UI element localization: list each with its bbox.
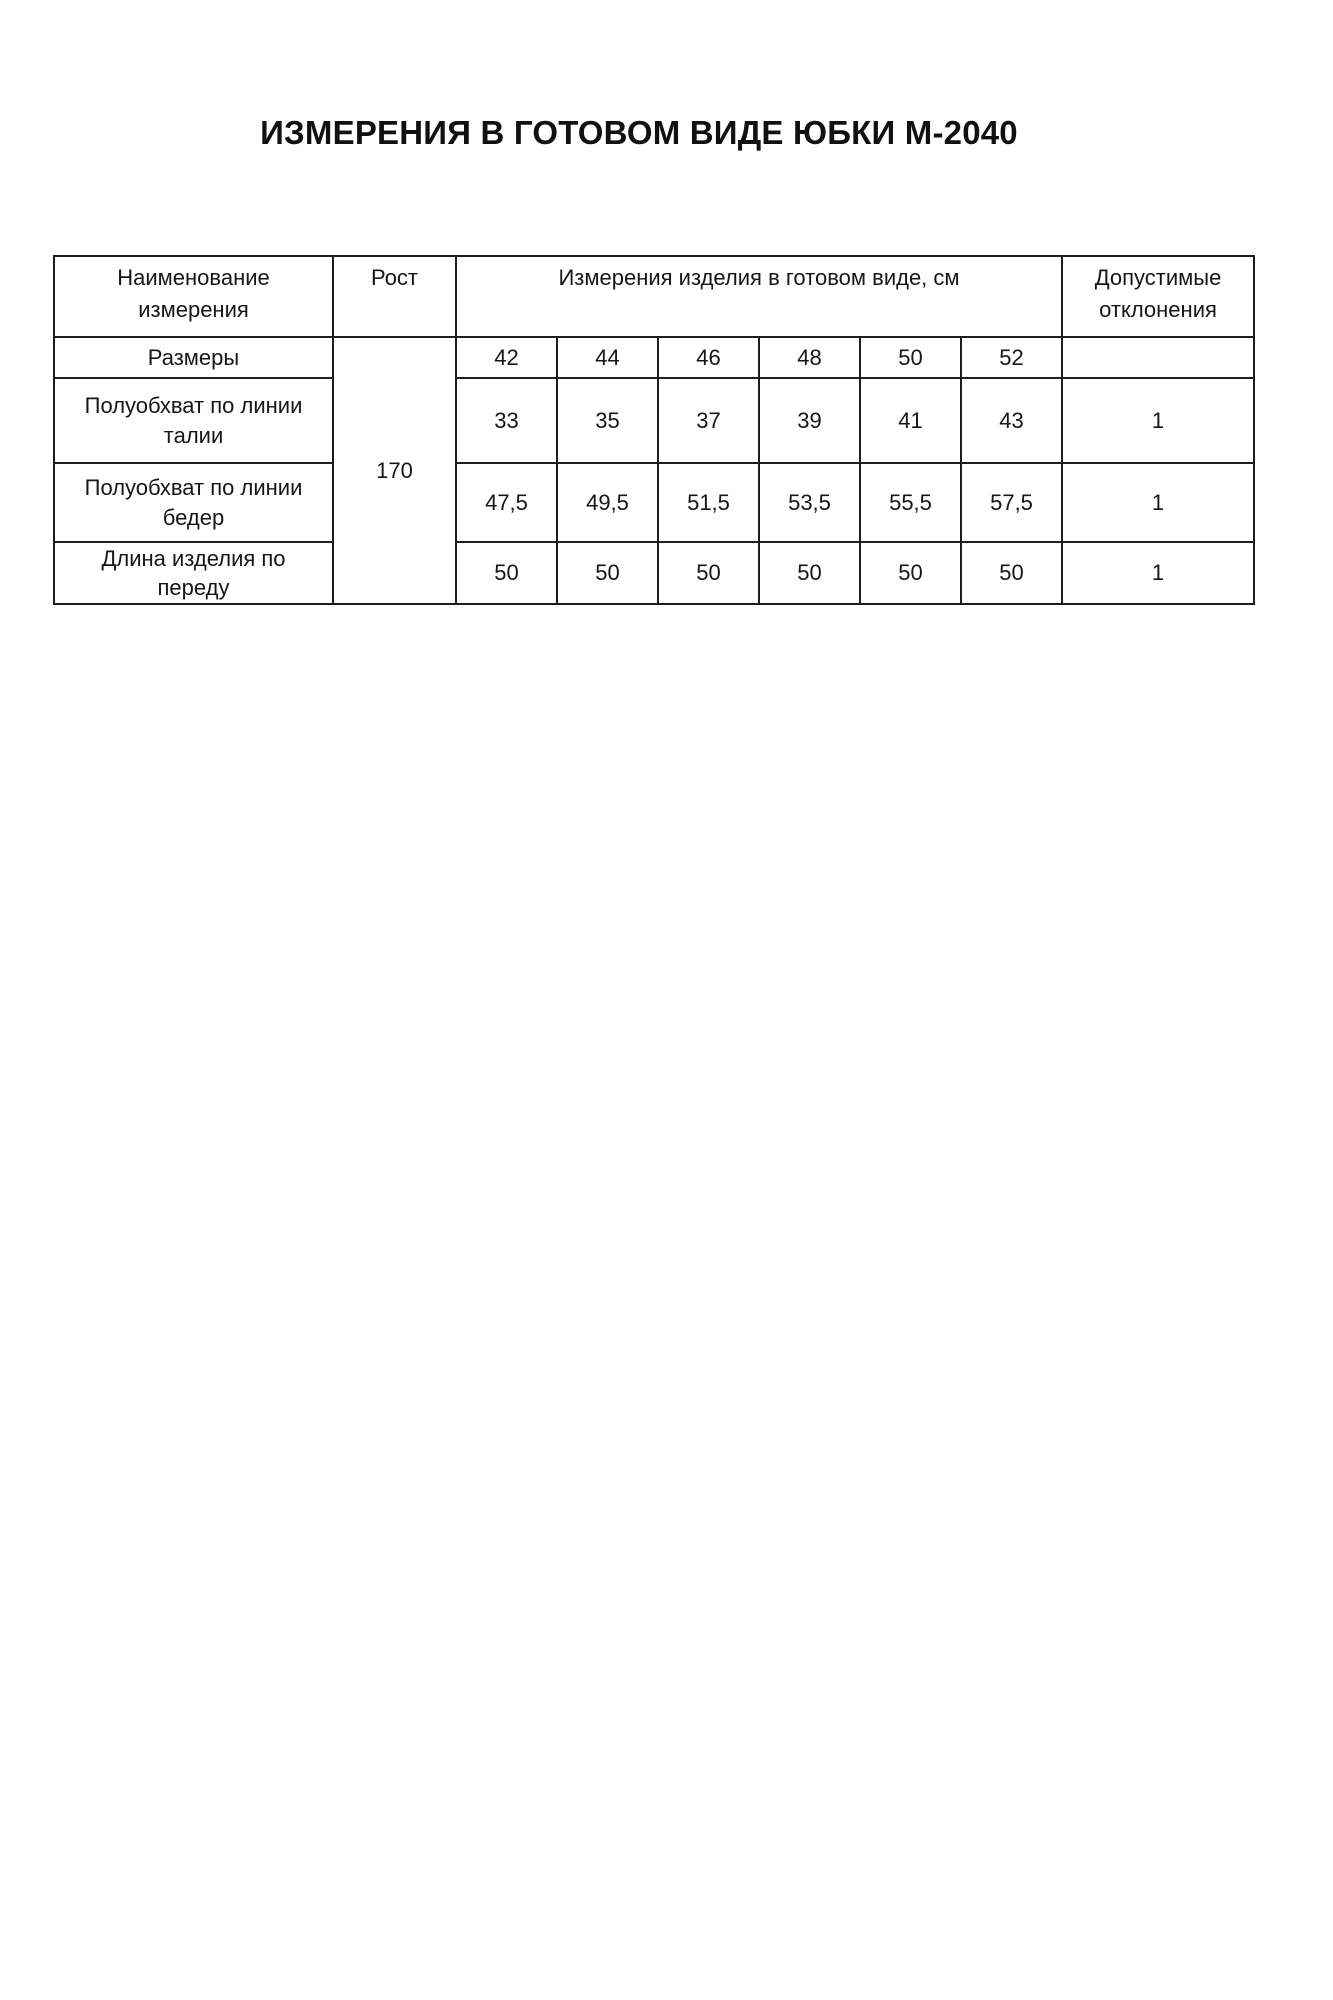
column-header-tolerance xyxy=(1062,256,1254,337)
value-cell: 55,5 xyxy=(860,463,961,542)
value-cell: 47,5 xyxy=(456,463,557,542)
size-cell: 48 xyxy=(759,337,860,378)
value-cell: 50 xyxy=(759,542,860,604)
value-cell: 37 xyxy=(658,378,759,463)
size-cell: 42 xyxy=(456,337,557,378)
row-label xyxy=(54,463,333,542)
value-cell: 35 xyxy=(557,378,658,463)
value-cell: 50 xyxy=(658,542,759,604)
value-cell: 50 xyxy=(456,542,557,604)
sizes-row xyxy=(54,337,1254,378)
row-label-text: Полуобхват по линии талии xyxy=(84,393,303,448)
value-cell: 53,5 xyxy=(759,463,860,542)
value-cell: 49,5 xyxy=(557,463,658,542)
table-row-waist xyxy=(54,378,1254,463)
column-header-height-label: Рост xyxy=(370,265,419,290)
column-header-height xyxy=(333,256,456,337)
row-label xyxy=(54,378,333,463)
tolerance-cell: 1 xyxy=(1062,542,1254,604)
value-cell: 51,5 xyxy=(658,463,759,542)
column-header-measure-name-label: Наименование измерения xyxy=(117,265,270,322)
table-row-hip xyxy=(54,463,1254,542)
measurements-table xyxy=(53,255,1255,605)
column-header-measurements-label: Измерения изделия в готовом виде, см xyxy=(558,265,960,290)
row-label-text: Длина изделия по переду xyxy=(101,545,286,600)
value-cell: 50 xyxy=(961,542,1062,604)
size-cell: 50 xyxy=(860,337,961,378)
table-row-front-length xyxy=(54,542,1254,604)
size-cell: 44 xyxy=(557,337,658,378)
value-cell: 43 xyxy=(961,378,1062,463)
table-header-row xyxy=(54,256,1254,337)
value-cell: 50 xyxy=(557,542,658,604)
size-cell: 52 xyxy=(961,337,1062,378)
page-title: ИЗМЕРЕНИЯ В ГОТОВОМ ВИДЕ ЮБКИ М-2040 xyxy=(260,114,1018,151)
value-cell: 41 xyxy=(860,378,961,463)
column-header-measurements xyxy=(456,256,1062,337)
column-header-measure-name xyxy=(54,256,333,337)
tolerance-cell-empty xyxy=(1062,337,1254,378)
row-label-text: Полуобхват по линии бедер xyxy=(84,475,303,530)
height-value-cell: 170 xyxy=(333,337,456,604)
tolerance-cell: 1 xyxy=(1062,463,1254,542)
value-cell: 33 xyxy=(456,378,557,463)
value-cell: 57,5 xyxy=(961,463,1062,542)
sizes-row-label: Размеры xyxy=(54,337,333,378)
tolerance-cell: 1 xyxy=(1062,378,1254,463)
value-cell: 50 xyxy=(860,542,961,604)
value-cell: 39 xyxy=(759,378,860,463)
column-header-tolerance-label: Допустимые отклонения xyxy=(1094,265,1222,322)
row-label xyxy=(54,542,333,604)
size-cell: 46 xyxy=(658,337,759,378)
